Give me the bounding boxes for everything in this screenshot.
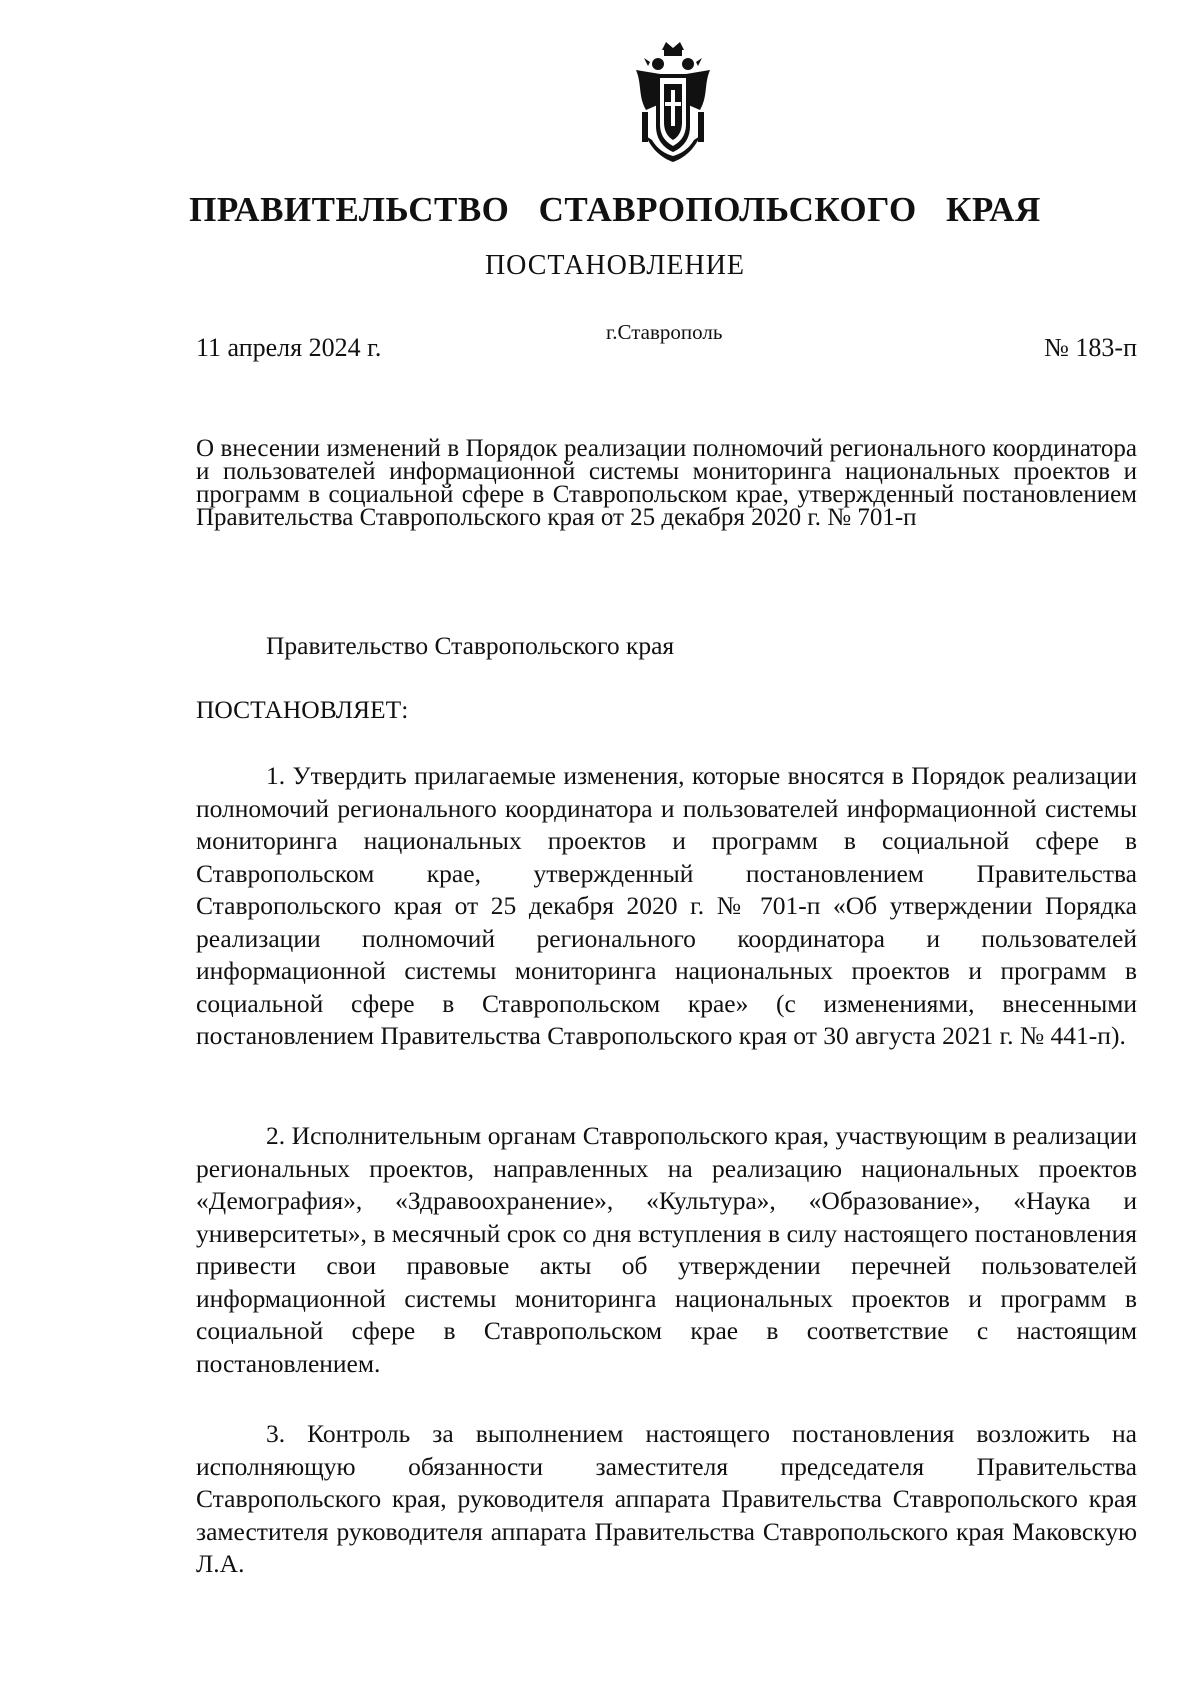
paragraph-2: 2. Исполнительным органам Ставропольского края, участвующим в реализации региональных проектов, направленных на реализацию национальных проектов «Демография», «Здравоохранение», «Культура», «Образование», «Наука и университеты», в месячный срок со дня вступления в силу настоящего постановления привести свои правовые акты об утверждении перечней пользователей информационной системы мониторинга национальных проектов и программ в социальной сфере в Ставропольском крае в соответствие с настоящим постановлением. (196, 1121, 1137, 1378)
document-date: 11 апреля 2024 г. (196, 333, 382, 362)
document-city: г.Ставрополь (606, 320, 723, 344)
paragraph-1: 1. Утвердить прилагаемые изменения, которые вносятся в Порядок реализации полномочий регионального координатора и пользователей информационной системы мониторинга национальных проектов и программ в социальной сфере в Ставропольском крае, утвержденный постановлением Правительства Ставропольского края от 25 декабря 2020 г. № 701-п «Об утверждении Порядка реализации полномочий регионального координатора и пользователей информационной системы мониторинга национальных проектов и программ в социальной сфере в Ставропольском крае» (с изменениями, внесенными постановлением Правительства Ставропольского края от 30 августа 2021 г. № 441-п). (196, 761, 1137, 1050)
document-number: № 183-п (1044, 333, 1137, 362)
stavropol-coat-of-arms-icon (632, 40, 714, 166)
preamble: Правительство Ставропольского края (266, 631, 675, 660)
decree-word: ПОСТАНОВЛЯЕТ: (196, 695, 409, 724)
document-type: ПОСТАНОВЛЕНИЕ (484, 250, 746, 281)
authority-title: ПРАВИТЕЛЬСТВО СТАВРОПОЛЬСКОГО КРАЯ (189, 190, 1041, 229)
paragraph-3: 3. Контроль за выполнением настоящего постановления возложить на исполняющую обязанности заместителя председателя Правительства Ставропольского края, руководителя аппарата Правительства Ставропольского края заместителя руководителя аппарата Правительства Ставропольского края Маковскую Л.А. (196, 1419, 1137, 1578)
document-subject: О внесении изменений в Порядок реализации полномочий регионального координатора и пользователей информационной системы мониторинга национальных проектов и программ в социальной сфере в Ставропольском крае, утвержденный постановлением Правительства Ставропольского края от 25 декабря 2020 г. № 701-п (196, 435, 1137, 531)
